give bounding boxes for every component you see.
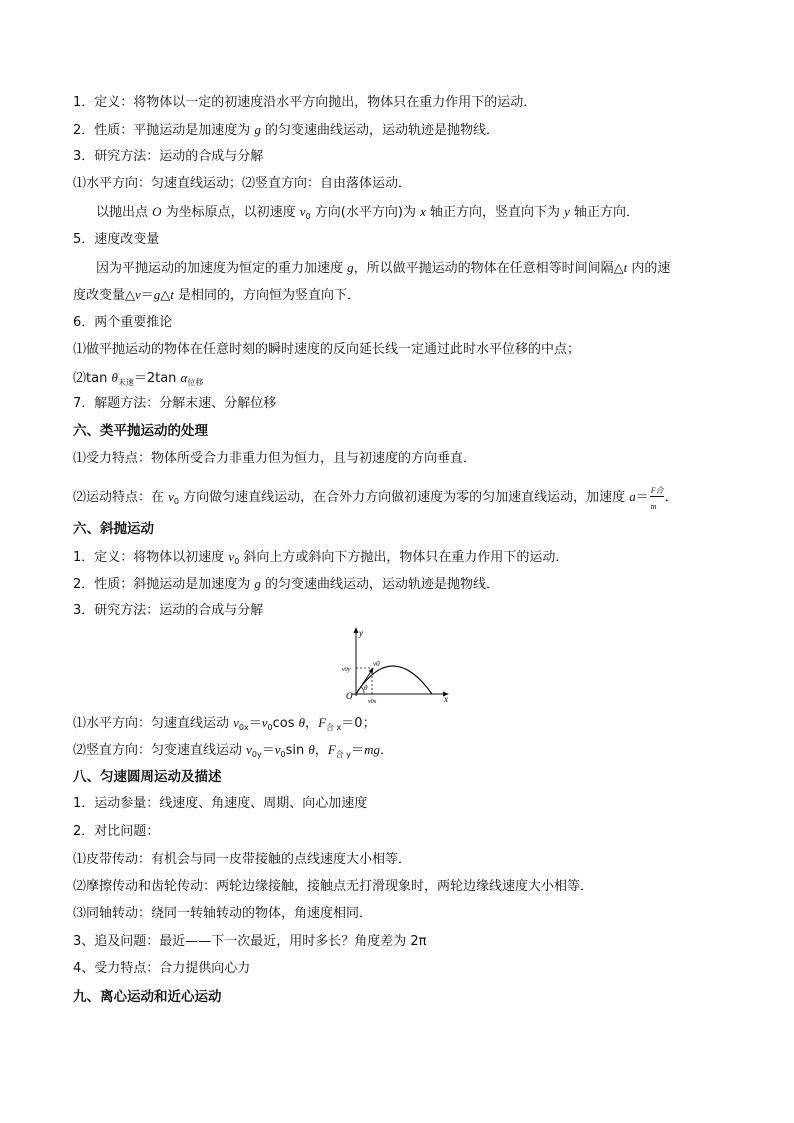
text-line: 7．解题方法：分解末速、分解位移 — [73, 396, 277, 411]
text-line: 2．性质：平抛运动是加速度为 g 的匀变速曲线运动，运动轨迹是抛物线． — [73, 122, 500, 138]
x-axis-label: x — [444, 694, 448, 704]
v0y-label: v0y — [342, 667, 351, 673]
text-line: 2．对比问题： — [73, 824, 160, 839]
text-line: 3、追及问题：最近——下一次最近，用时多长？角度差为 2π — [73, 934, 427, 949]
text-line: ⑴做平抛运动的物体在任意时刻的瞬时速度的反向延长线一定通过此时水平位移的中点； — [73, 342, 581, 357]
formula-line: ⑴水平方向：匀速直线运动 $v_{0x}=v_0\cos$ θ，$F_{合 x}=0$； — [73, 715, 376, 732]
origin-label: O — [346, 691, 353, 701]
v0-label: v0 — [373, 660, 380, 668]
fraction: $\frac{\text{F合}}{m}$ — [650, 486, 664, 511]
text-line: 以抛出点 O 为坐标原点，以初速度 $v_0$ 方向(水平方向)为 x 轴正方向，竖直向下为 y 轴正方向． — [96, 204, 640, 221]
formula-line: ⑵tan $\theta_{末速}=2\tan$ $\alpha_{位移}$ — [73, 370, 204, 387]
section-heading: 八、匀速圆周运动及描述 — [73, 769, 222, 785]
text-line: 1．定义：将物体以初速度 $v_0$ 斜向上方或斜向下方抛出，物体只在重力作用下的运动． — [73, 549, 569, 566]
projectile-diagram — [340, 624, 455, 706]
theta-label: θ — [364, 684, 368, 692]
y-axis-label: y — [359, 628, 363, 638]
text-line: 1．运动参量：线速度、角速度、周期、向心加速度 — [73, 796, 368, 811]
text-line: ⑴受力特点：物体所受合力非重力但为恒力，且与初速度的方向垂直． — [73, 451, 477, 466]
section-heading: 六、类平抛运动的处理 — [73, 423, 208, 439]
text-line: ⑴水平方向：匀速直线运动；⑵竖直方向：自由落体运动． — [73, 176, 412, 191]
v0x-label: v0x — [368, 699, 377, 705]
formula-line: ⑵竖直方向：匀变速直线运动 $v_{0y}=v_0\sin$ θ，$F_{合 y}=mg$． — [73, 742, 393, 759]
text-line: 5．速度改变量 — [73, 232, 160, 247]
text-line: ⑵运动特点：在 $v_0$ 方向做匀速直线运动，在合外力方向做初速度为零的匀加速直线运动，加速度 a＝ $\frac{\text{F合}}{m}$ ． — [73, 486, 678, 511]
section-heading: 六、斜抛运动 — [73, 521, 154, 537]
text-line: 3．研究方法：运动的合成与分解 — [73, 603, 264, 618]
text-line: ⑴皮带传动：有机会与同一皮带接触的点线速度大小相等． — [73, 852, 412, 867]
text-line: 因为平抛运动的加速度为恒定的重力加速度 g，所以做平抛运动的物体在任意相等时间间隔△t 内的速 — [96, 260, 671, 276]
text-line: 1．定义：将物体以一定的初速度沿水平方向抛出，物体只在重力作用下的运动． — [73, 95, 537, 110]
text-line: 3．研究方法：运动的合成与分解 — [73, 149, 264, 164]
text-line: 度改变量△v＝g△t 是相同的，方向恒为竖直向下． — [73, 287, 361, 303]
text-line: 4、受力特点：合力提供向心力 — [73, 961, 251, 976]
text-line: 6．两个重要推论 — [73, 315, 173, 330]
text-line: 2．性质：斜抛运动是加速度为 g 的匀变速曲线运动，运动轨迹是抛物线． — [73, 576, 500, 592]
text-line: ⑶同轴转动：绕同一转轴转动的物体，角速度相同． — [73, 906, 373, 921]
text-line: ⑵摩擦传动和齿轮传动：两轮边缘接触，接触点无打滑现象时，两轮边缘线速度大小相等． — [73, 879, 594, 894]
section-heading: 九、离心运动和近心运动 — [73, 989, 222, 1005]
